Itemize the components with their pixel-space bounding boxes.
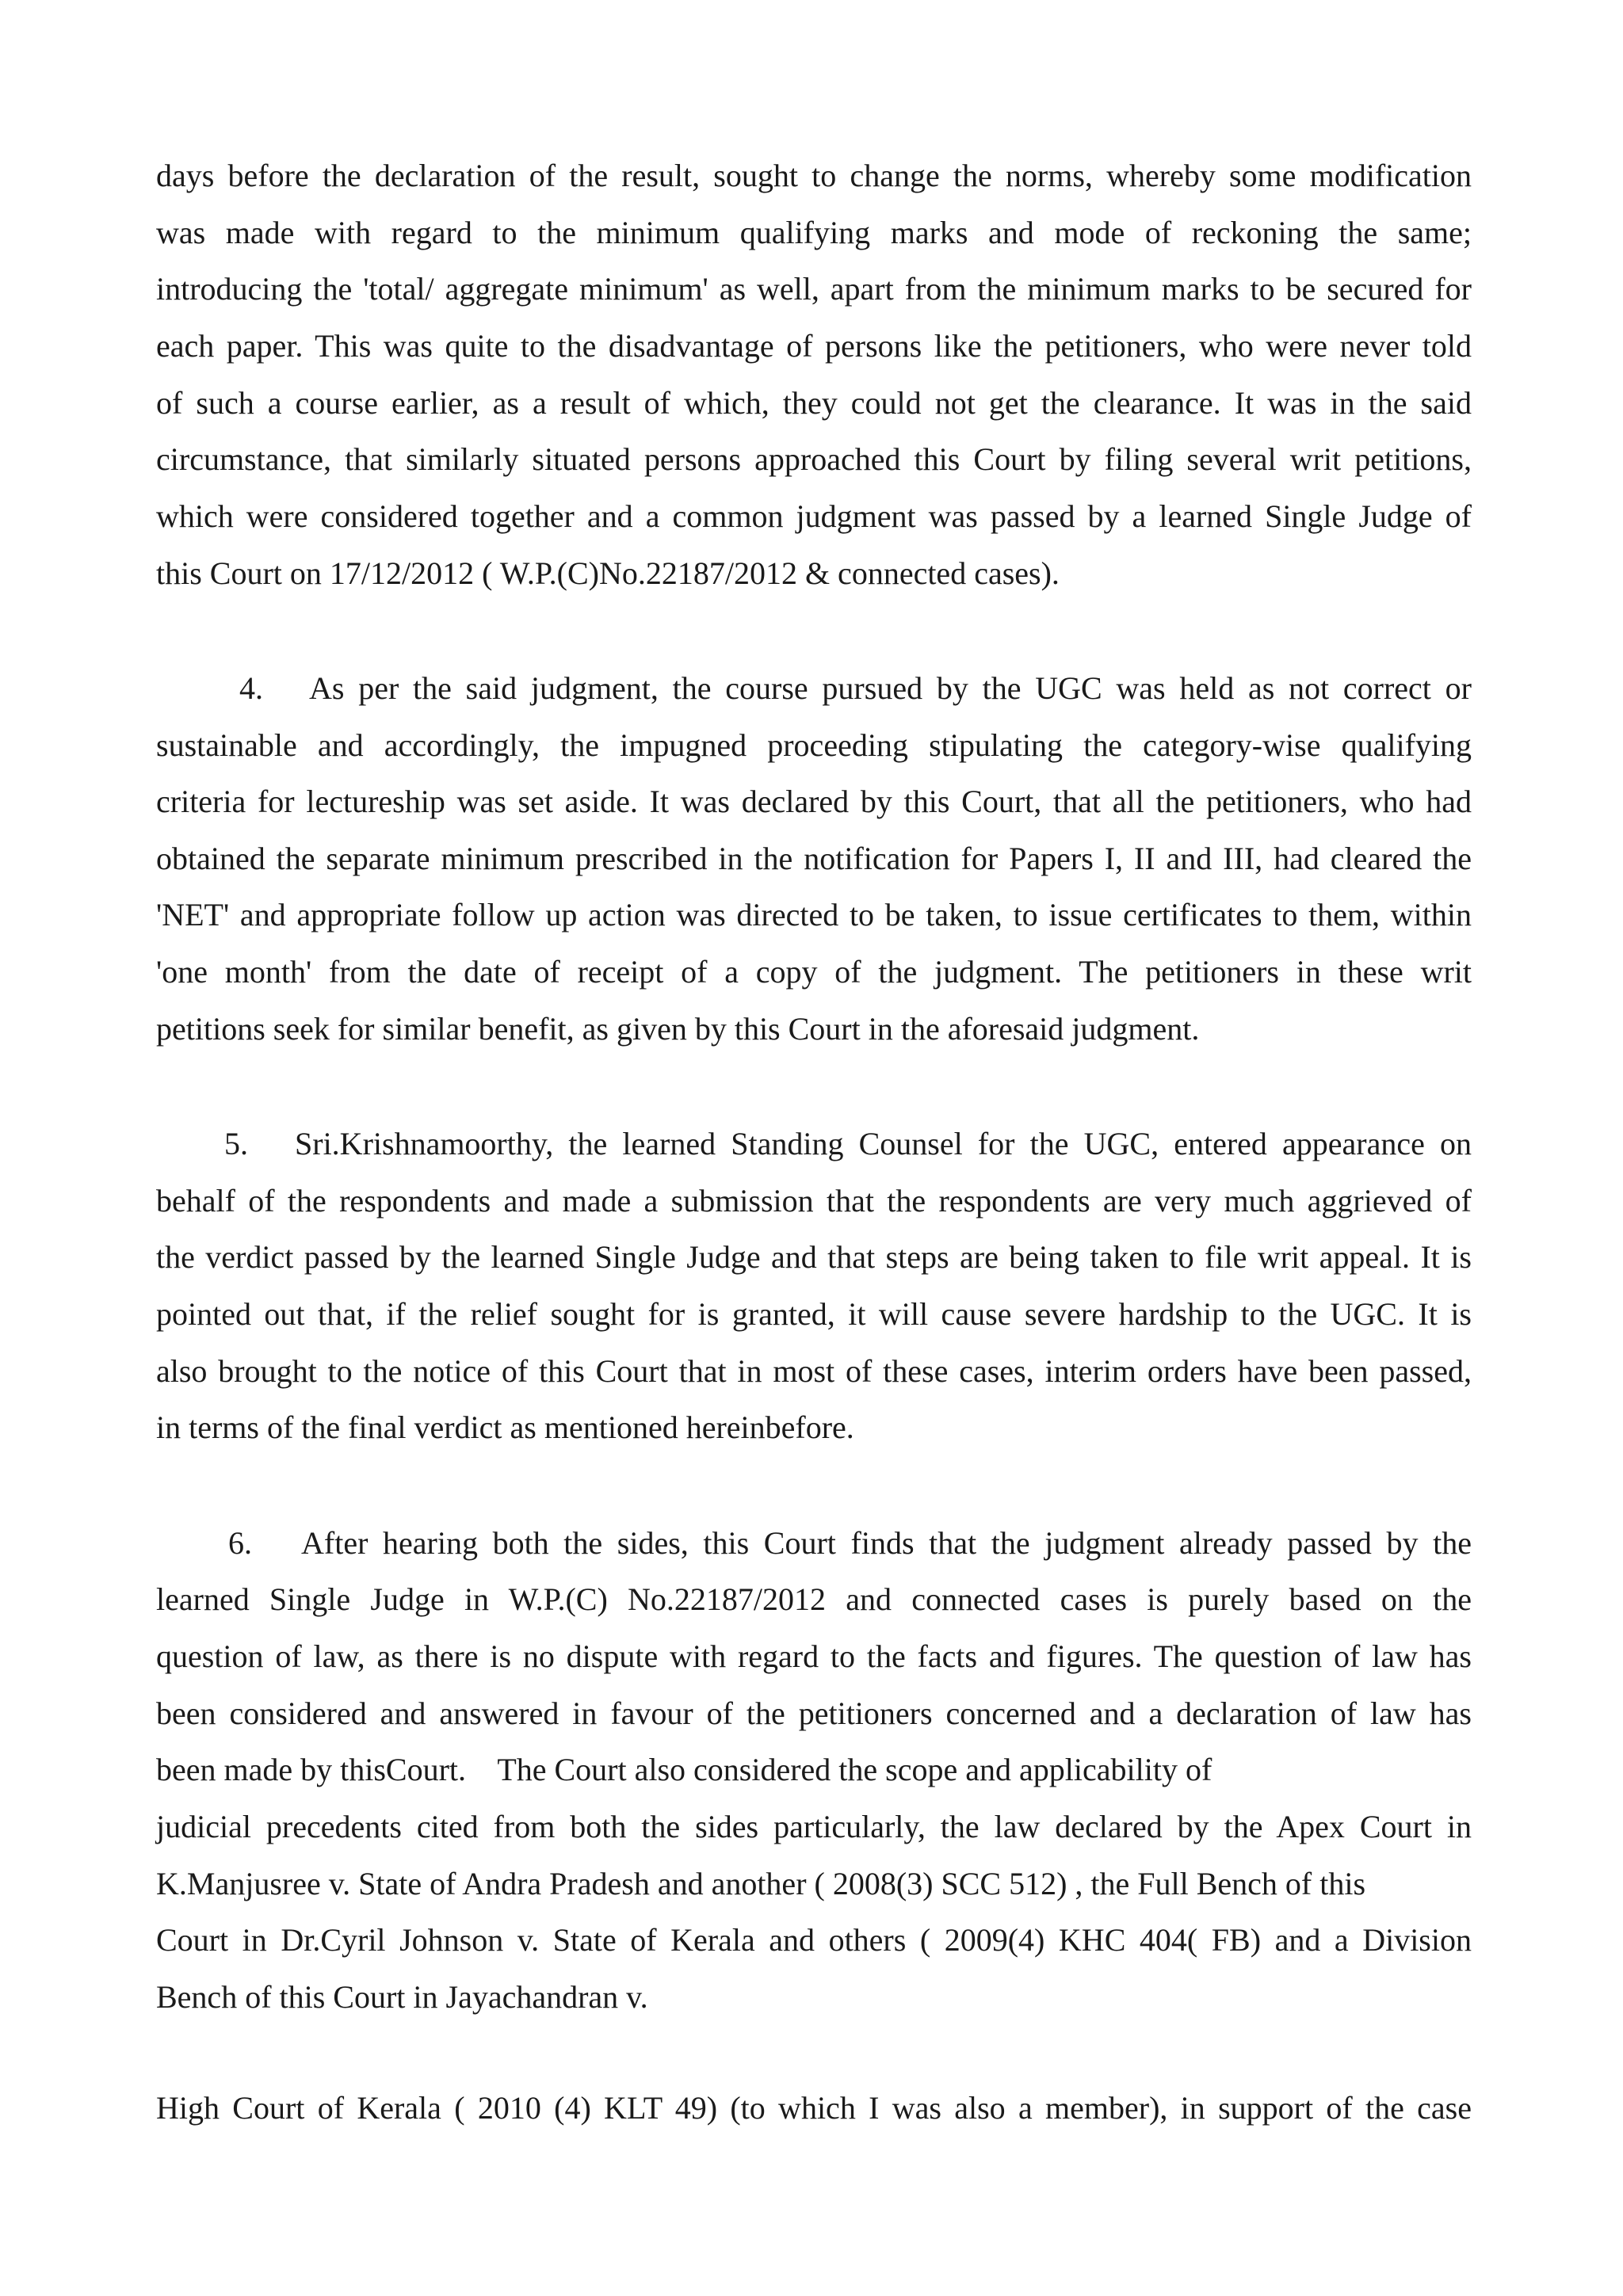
paragraph-5-line-2: behalf of the respondents and made a submission that the respondents are very much aggrieved of [156,1183,1472,1219]
paragraph-3-line-4: each paper. This was quite to the disadvantage of persons like the petitioners, who were never told [156,328,1472,364]
paragraph-3-line-8: this Court on 17/12/2012 ( W.P.(C)No.22187/2012 & connected cases). [156,555,1060,591]
paragraph-4-line-7: petitions seek for similar benefit, as given by this Court in the aforesaid judgment. [156,1011,1200,1047]
paragraph-3-line-3: introducing the 'total/ aggregate minimum' as well, apart from the minimum marks to be secured for [156,271,1472,307]
paragraph-3-line-6: circumstance, that similarly situated persons approached this Court by filing several writ petitions, [156,441,1472,477]
paragraph-6-line-5: been made by thisCourt. The Court also considered the scope and applicability of [156,1752,1212,1787]
paragraph-6-line-1: After hearing both the sides, this Court finds that the judgment already passed by the [301,1525,1472,1561]
paragraph-6-line-7: K.Manjusree v. State of Andra Pradesh and another ( 2008(3) SCC 512) , the Full Bench of this [156,1866,1366,1901]
paragraph-4-number: 4. [239,670,263,706]
paragraph-6-line-4: been considered and answered in favour of the petitioners concerned and a declaration of law has [156,1695,1472,1731]
paragraph-6-number: 6. [228,1525,252,1561]
paragraph-5-line-5: also brought to the notice of this Court that in most of these cases, interim orders have been passed, [156,1353,1472,1389]
paragraph-3-line-5: of such a course earlier, as a result of which, they could not get the clearance. It was in the said [156,385,1472,421]
paragraph-3-line-2: was made with regard to the minimum qualifying marks and mode of reckoning the same; [156,215,1472,250]
paragraph-4-line-6: 'one month' from the date of receipt of a copy of the judgment. The petitioners in these writ [156,954,1472,990]
paragraph-5-line-1: Sri.Krishnamoorthy, the learned Standing Counsel for the UGC, entered appearance on [295,1126,1472,1161]
paragraph-6-line-9: Bench of this Court in Jayachandran v. [156,1979,648,2015]
paragraph-6-line-8: Court in Dr.Cyril Johnson v. State of Kerala and others ( 2009(4) KHC 404( FB) and a Division [156,1922,1472,1958]
paragraph-5-number: 5. [224,1126,248,1161]
paragraph-6-line-6: judicial precedents cited from both the sides particularly, the law declared by the Apex Court in [156,1809,1472,1844]
paragraph-4-line-2: sustainable and accordingly, the impugned proceeding stipulating the category-wise qualifying [156,727,1472,763]
paragraph-5-line-6: in terms of the final verdict as mentioned hereinbefore. [156,1409,854,1445]
paragraph-3-line-1: days before the declaration of the result, sought to change the norms, whereby some modification [156,158,1472,193]
trailing-line: High Court of Kerala ( 2010 (4) KLT 49) (to which I was also a member), in support of the case [156,2090,1472,2126]
paragraph-5-line-3: the verdict passed by the learned Single Judge and that steps are being taken to file writ appeal. It is [156,1239,1472,1275]
paragraph-4-line-5: 'NET' and appropriate follow up action was directed to be taken, to issue certificates to them, within [156,897,1472,933]
paragraph-4-line-3: criteria for lectureship was set aside. It was declared by this Court, that all the petitioners, who had [156,784,1472,819]
paragraph-5-line-4: pointed out that, if the relief sought for is granted, it will cause severe hardship to the UGC. It is [156,1296,1472,1332]
paragraph-4-line-1: As per the said judgment, the course pursued by the UGC was held as not correct or [309,670,1472,706]
paragraph-3-line-7: which were considered together and a common judgment was passed by a learned Single Judge of [156,498,1472,534]
paragraph-4-line-4: obtained the separate minimum prescribed in the notification for Papers I, II and III, had cleared the [156,841,1472,876]
paragraph-6-line-2: learned Single Judge in W.P.(C) No.22187/2012 and connected cases is purely based on the [156,1581,1472,1617]
paragraph-6-line-3: question of law, as there is no dispute with regard to the facts and figures. The question of law has [156,1638,1472,1674]
